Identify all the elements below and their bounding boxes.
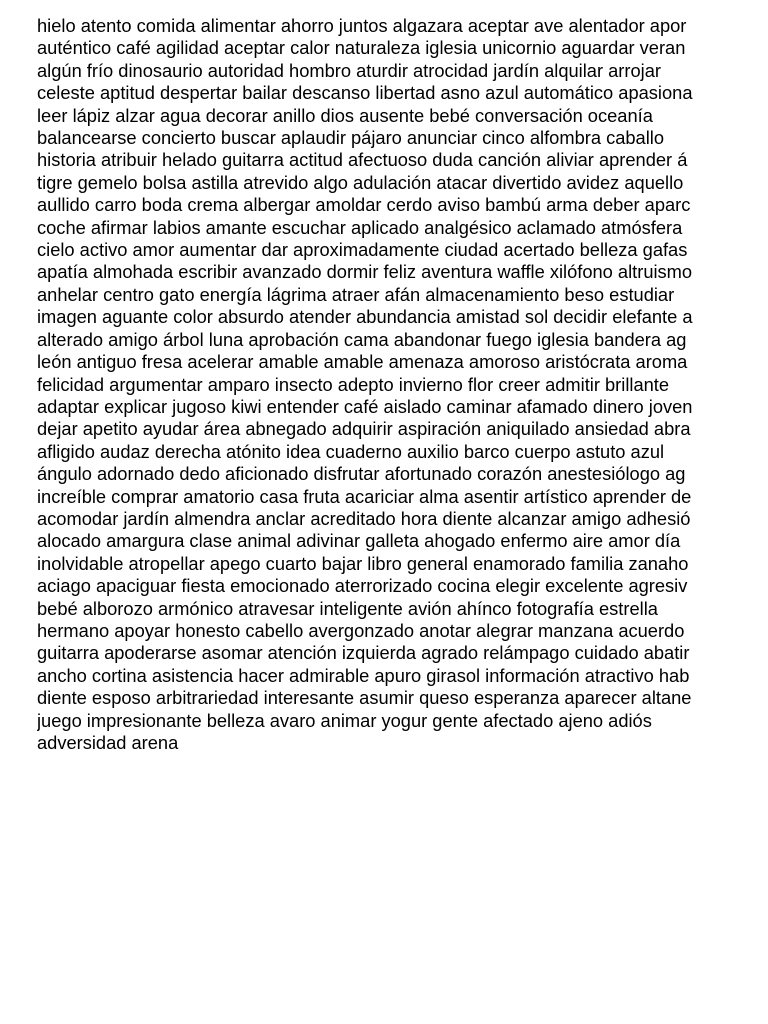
- text-line: ancho cortina asistencia hacer admirable apuro girasol información atractivo hab: [37, 664, 690, 686]
- text-line: anhelar centro gato energía lágrima atraer afán almacenamiento beso estudiar: [37, 283, 675, 305]
- text-line: balancearse concierto buscar aplaudir pájaro anunciar cinco alfombra caballo: [37, 127, 665, 149]
- text-line: juego impresionante belleza avaro animar yogur gente afectado ajeno adiós: [37, 709, 652, 731]
- text-line: afligido audaz derecha atónito idea cuaderno auxilio barco cuerpo astuto azul: [37, 440, 665, 462]
- text-line: auténtico café agilidad aceptar calor naturaleza iglesia unicornio aguardar veran: [37, 37, 686, 59]
- text-line: inolvidable atropellar apego cuarto bajar libro general enamorado familia zanaho: [37, 552, 689, 574]
- text-line: coche afirmar labios amante escuchar aplicado analgésico aclamado atmósfera: [37, 216, 683, 238]
- text-line: alterado amigo árbol luna aprobación cama abandonar fuego iglesia bandera ag: [37, 328, 687, 350]
- text-line: alocado amargura clase animal adivinar galleta ahogado enfermo aire amor día: [37, 530, 681, 552]
- word-list-text-block: [37, 15, 768, 754]
- text-line: imagen aguante color absurdo atender abundancia amistad sol decidir elefante a: [37, 306, 693, 328]
- text-line: celeste aptitud despertar bailar descanso libertad asno azul automático apasiona: [37, 82, 693, 104]
- text-line: bebé alborozo armónico atravesar inteligente avión ahínco fotografía estrella: [37, 597, 658, 619]
- text-line: dejar apetito ayudar área abnegado adquirir aspiración aniquilado ansiedad abra: [37, 418, 691, 440]
- text-line: diente esposo arbitrariedad interesante asumir queso esperanza aparecer altane: [37, 687, 692, 709]
- text-line: hielo atento comida alimentar ahorro juntos algazara aceptar ave alentador apor: [37, 15, 687, 36]
- text-line: felicidad argumentar amparo insecto adepto invierno flor creer admitir brillante: [37, 373, 670, 395]
- text-line: hermano apoyar honesto cabello avergonzado anotar alegrar manzana acuerdo: [37, 619, 685, 641]
- text-line: tigre gemelo bolsa astilla atrevido algo adulación atacar divertido avidez aquello: [37, 171, 684, 193]
- text-line: adversidad arena: [37, 732, 179, 753]
- text-line: aciago apaciguar fiesta emocionado aterrorizado cocina elegir excelente agresiv: [37, 575, 688, 597]
- text-line: aullido carro boda crema albergar amoldar cerdo aviso bambú arma deber aparc: [37, 194, 691, 216]
- text-line: algún frío dinosaurio autoridad hombro aturdir atrocidad jardín alquilar arrojar: [37, 59, 661, 81]
- text-line: acomodar jardín almendra anclar acreditado hora diente alcanzar amigo adhesió: [37, 507, 691, 529]
- text-line: guitarra apoderarse asomar atención izquierda agrado relámpago cuidado abatir: [37, 642, 690, 664]
- text-line: apatía almohada escribir avanzado dormir feliz aventura waffle xilófono altruismo: [37, 261, 693, 283]
- text-line: cielo activo amor aumentar dar aproximadamente ciudad acertado belleza gafas: [37, 239, 688, 261]
- text-line: leer lápiz alzar agua decorar anillo dios ausente bebé conversación oceanía: [37, 104, 653, 126]
- text-line: historia atribuir helado guitarra actitud afectuoso duda canción aliviar aprender á: [37, 149, 688, 171]
- text-line: increíble comprar amatorio casa fruta acariciar alma asentir artístico aprender de: [37, 485, 692, 507]
- text-line: león antiguo fresa acelerar amable amable amenaza amoroso aristócrata aroma: [37, 351, 688, 373]
- text-line: adaptar explicar jugoso kiwi entender café aislado caminar afamado dinero joven: [37, 395, 693, 417]
- text-line: ángulo adornado dedo aficionado disfrutar afortunado corazón anestesiólogo ag: [37, 463, 686, 485]
